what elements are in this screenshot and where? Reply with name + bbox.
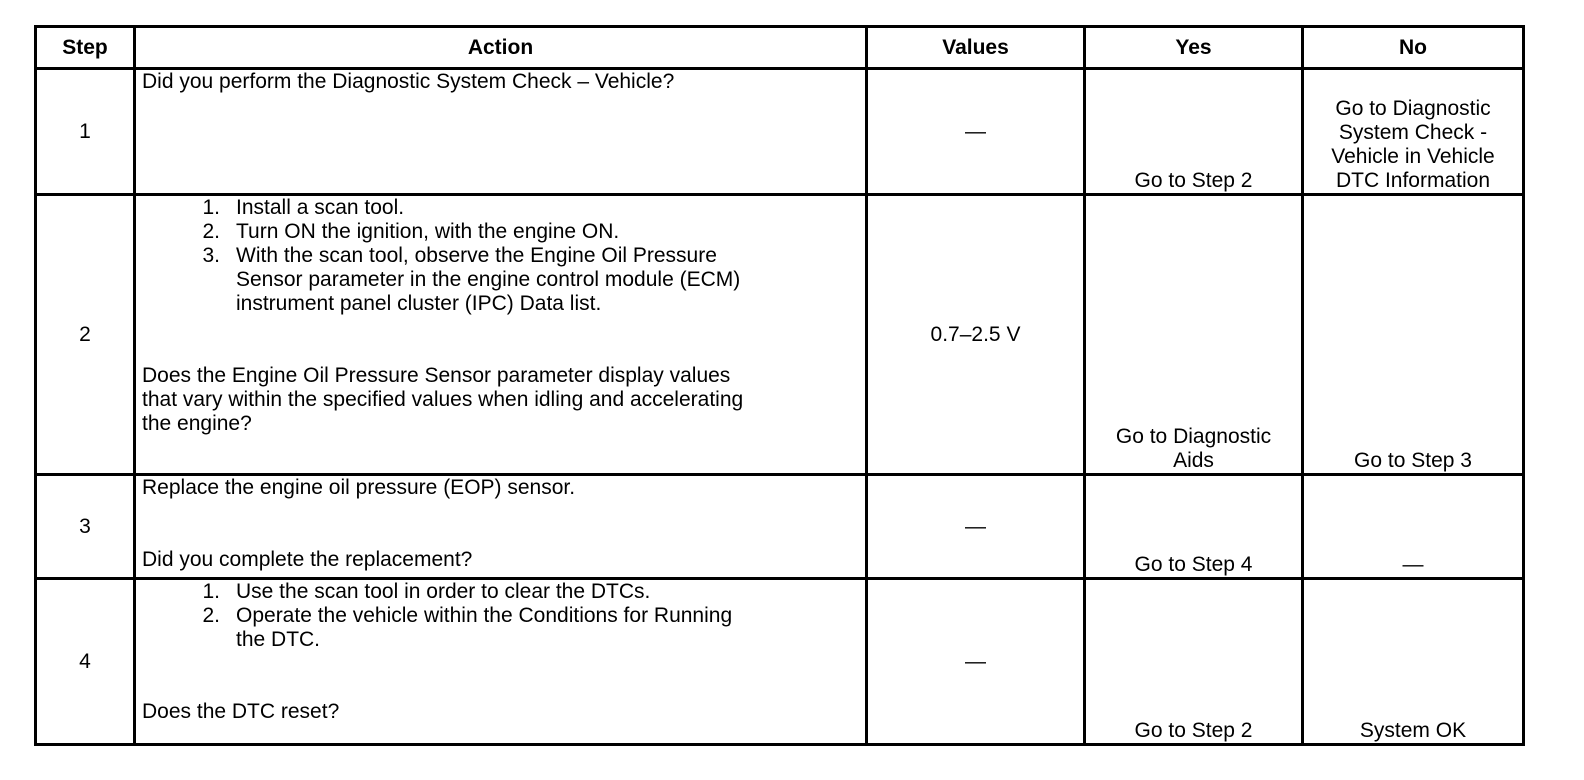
list-item-text: [236, 604, 859, 652]
list-item-text: [236, 220, 859, 244]
table-row: [36, 475, 1524, 579]
header-values: Values: [867, 27, 1085, 69]
list-item-line: With the scan tool, observe the Engine Oil Pressure: [236, 244, 717, 267]
step-number: 4: [36, 579, 135, 745]
list-item-number: 3.: [202, 244, 220, 267]
list-item-line: instrument panel cluster (IPC) Data list.: [236, 292, 602, 315]
values-cell: —: [867, 69, 1085, 195]
list-item-line: Turn ON the ignition, with the engine ON.: [236, 220, 620, 243]
header-yes: Yes: [1085, 27, 1303, 69]
table-row: [36, 579, 1524, 745]
list-item-line: Install a scan tool.: [236, 196, 405, 219]
action-steps-list: [142, 196, 859, 316]
yes-line: Aids: [1173, 449, 1214, 472]
action-cell: [135, 69, 867, 195]
no-cell: Go to Step 3: [1303, 195, 1524, 475]
yes-cell: Go to Step 2: [1085, 579, 1303, 745]
list-item: [142, 244, 859, 316]
step-number: 2: [36, 195, 135, 475]
list-item-number: 2.: [202, 220, 220, 243]
no-line: DTC Information: [1335, 169, 1491, 192]
list-item-line: Use the scan tool in order to clear the DTCs.: [236, 580, 651, 603]
yes-cell: Go to Step 2: [1085, 69, 1303, 195]
step-number: 3: [36, 475, 135, 579]
table-row: [36, 195, 1524, 475]
list-item-text: [236, 580, 859, 604]
list-item-number: 1.: [202, 580, 220, 603]
question-line: Does the Engine Oil Pressure Sensor parameter display values: [142, 364, 731, 387]
yes-line: Go to Diagnostic: [1115, 425, 1272, 448]
yes-cell: [1085, 195, 1303, 475]
table-row: [36, 69, 1524, 195]
question-line: that vary within the specified values when idling and accelerating: [142, 388, 744, 411]
list-item-number: 1.: [202, 196, 220, 219]
action-instruction: Replace the engine oil pressure (EOP) sensor.: [142, 476, 576, 499]
header-step: Step: [36, 27, 135, 69]
list-item-line: Operate the vehicle within the Conditions for Running: [236, 604, 733, 627]
question-line: the engine?: [142, 412, 252, 435]
action-steps-list: [142, 580, 859, 652]
action-cell: [135, 195, 867, 475]
header-action: Action: [135, 27, 867, 69]
values-cell: 0.7–2.5 V: [867, 195, 1085, 475]
action-question: Did you perform the Diagnostic System Check – Vehicle?: [142, 70, 675, 93]
action-question: Did you complete the replacement?: [142, 548, 473, 571]
list-item: [142, 220, 859, 244]
values-cell: —: [867, 579, 1085, 745]
action-question: [142, 364, 859, 436]
step-number: 1: [36, 69, 135, 195]
no-line: Vehicle in Vehicle: [1331, 145, 1495, 168]
no-line: System Check -: [1338, 121, 1488, 144]
yes-cell: Go to Step 4: [1085, 475, 1303, 579]
action-question: Does the DTC reset?: [142, 700, 340, 723]
list-item-line: the DTC.: [236, 628, 321, 651]
list-item-text: [236, 196, 859, 220]
no-cell: —: [1303, 475, 1524, 579]
header-no: No: [1303, 27, 1524, 69]
list-item: [142, 580, 859, 604]
list-item-line: Sensor parameter in the engine control module (ECM): [236, 268, 741, 291]
no-line: Go to Diagnostic: [1335, 97, 1491, 120]
header-row: [36, 27, 1524, 69]
diagnostic-table: [34, 25, 1525, 746]
values-cell: —: [867, 475, 1085, 579]
action-cell: [135, 579, 867, 745]
list-item-text: [236, 244, 859, 316]
list-item: [142, 196, 859, 220]
no-cell: System OK: [1303, 579, 1524, 745]
list-item-number: 2.: [202, 604, 220, 627]
action-cell: [135, 475, 867, 579]
list-item: [142, 604, 859, 652]
no-cell: [1303, 69, 1524, 195]
